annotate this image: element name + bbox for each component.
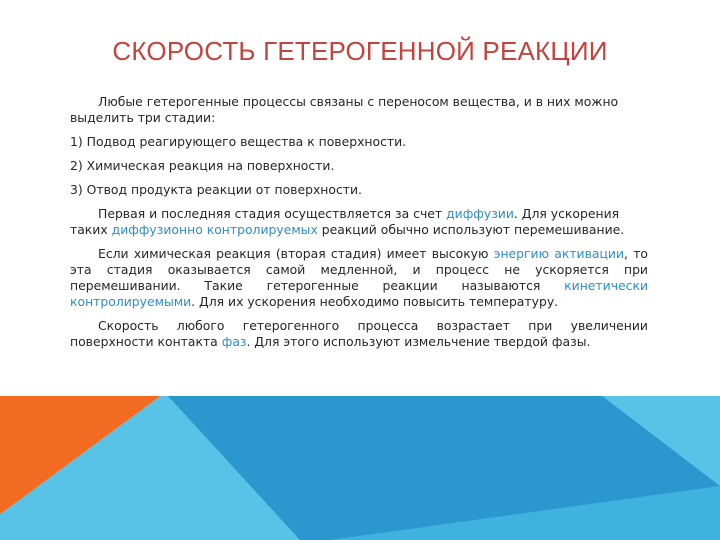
stage-1: 1) Подвод реагирующего вещества к поверхности. (70, 134, 407, 149)
kinetic-text-b: , то эта стадия оказывается самой медленной, и процесс не ускоряется при перемешивании. Такие гетерогенные реакции называются (70, 246, 648, 293)
decorative-footer (0, 396, 720, 540)
slide-title: СКОРОСТЬ ГЕТЕРОГЕННОЙ РЕАКЦИИ (112, 36, 608, 66)
surface-text-b: . Для этого используют измельчение твердой фазы. (246, 334, 591, 349)
kinetic-text-c: . Для их ускорения необходимо повысить температуру. (191, 294, 559, 309)
link-diffusion-controlled[interactable]: диффузионно контролируемых (111, 222, 318, 237)
stage-2: 2) Химическая реакция на поверхности. (70, 158, 335, 173)
slide-body (70, 94, 648, 358)
link-activation-energy[interactable]: энергию активации (493, 246, 625, 261)
link-phases[interactable]: фаз (221, 334, 247, 349)
link-diffusion[interactable]: диффузии (446, 206, 514, 221)
diffusion-paragraph (70, 206, 648, 238)
intro-paragraph: Любые гетерогенные процессы связаны с переносом вещества, и в них можно выделить три стадии: (70, 94, 619, 125)
link-kinetically-controlled[interactable]: кинетически контролируемыми (70, 278, 648, 309)
stage-3: 3) Отвод продукта реакции от поверхности. (70, 182, 362, 197)
kinetic-text-a: Если химическая реакция (вторая стадия) имеет высокую (98, 246, 494, 261)
diffusion-text-a: Первая и последняя стадия осуществляется за счет (98, 206, 447, 221)
diffusion-text-c: реакций обычно используют перемешивание. (317, 222, 625, 237)
surface-text-a: Скорость любого гетерогенного процесса возрастает при увеличении поверхности контакта (70, 318, 648, 349)
kinetic-paragraph (70, 246, 648, 310)
diffusion-text-b: . Для ускорения таких (70, 206, 620, 237)
surface-paragraph (70, 318, 648, 350)
